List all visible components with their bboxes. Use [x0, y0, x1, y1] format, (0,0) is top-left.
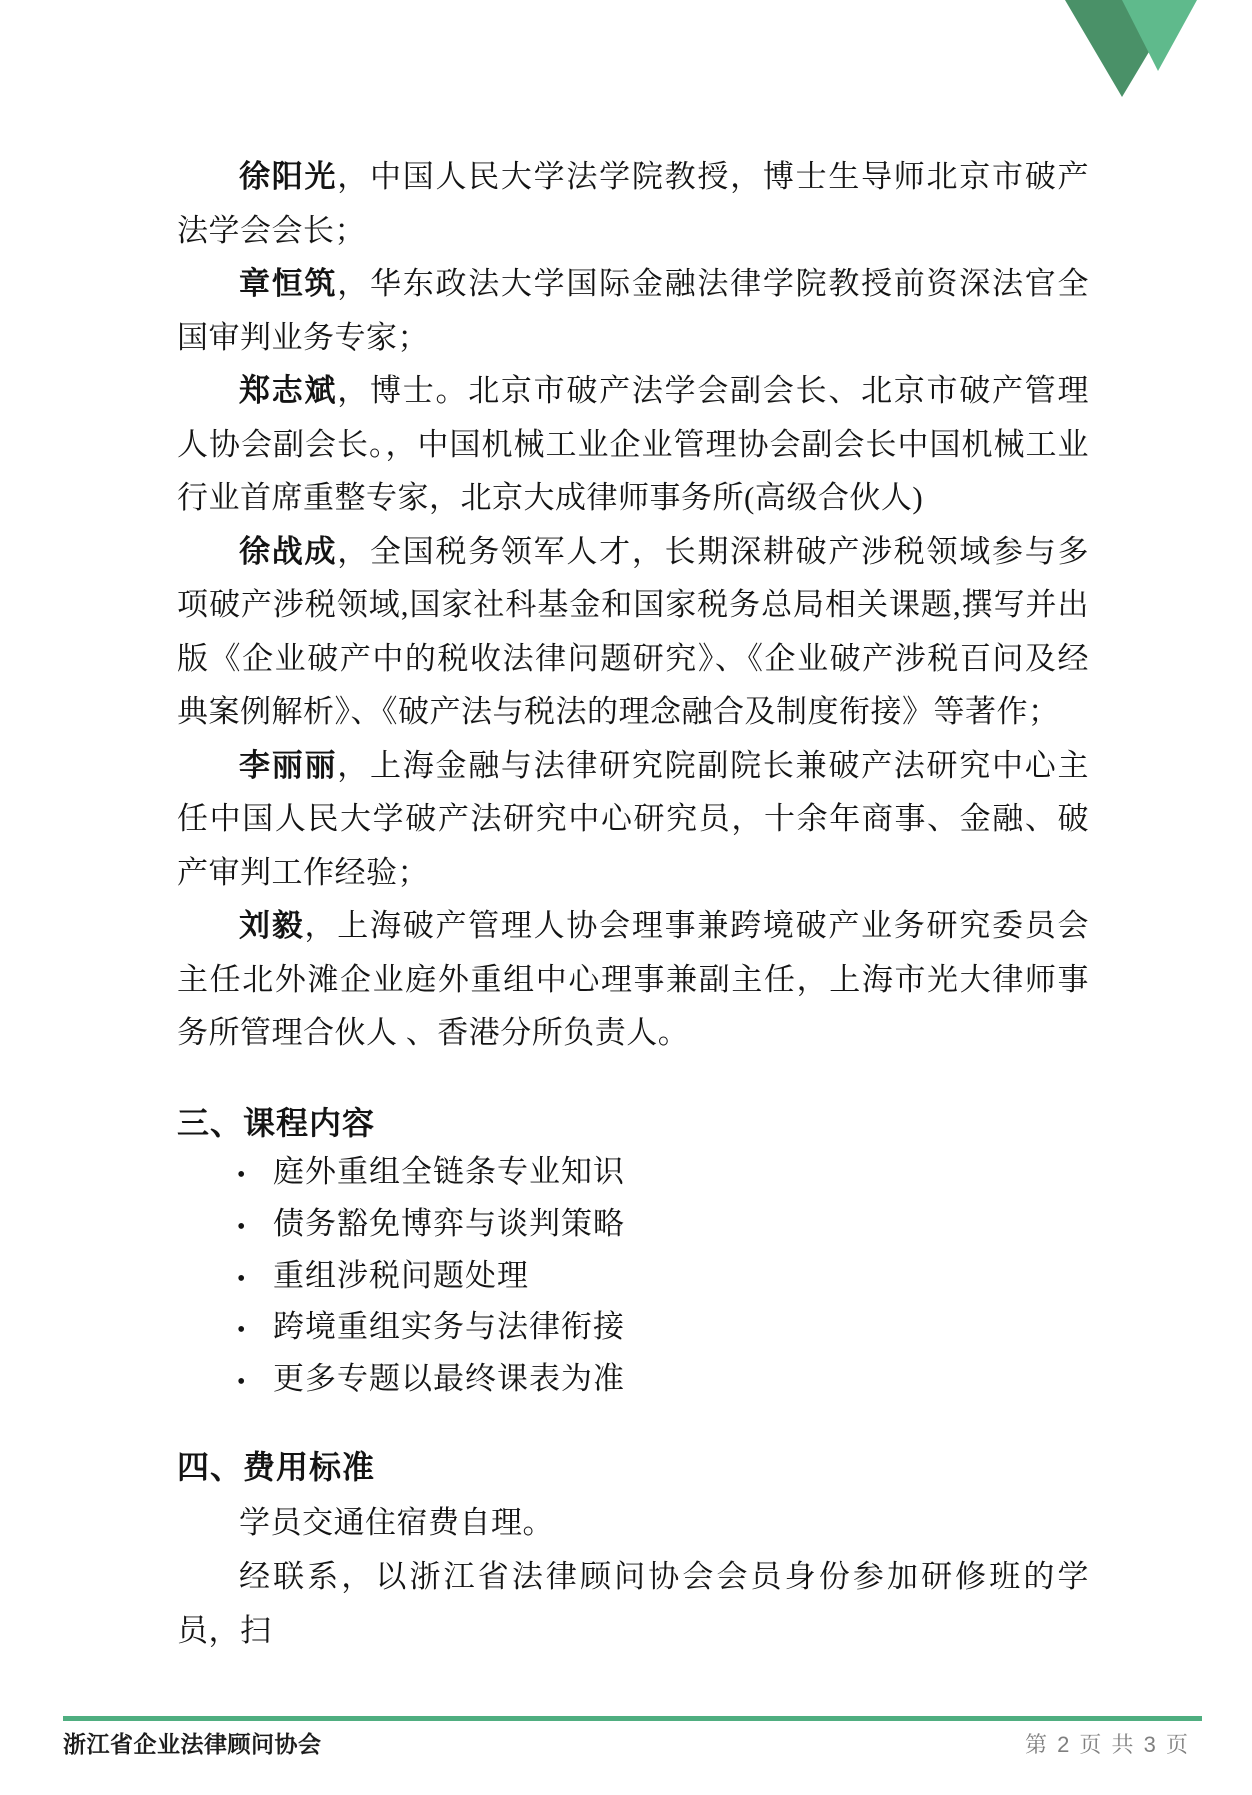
footer-divider [63, 1716, 1202, 1721]
fee-paragraph: 经联系，以浙江省法律顾问协会会员身份参加研修班的学员，扫 [177, 1559, 1089, 1648]
footer-organization-name: 浙江省企业法律顾问协会 [63, 1731, 322, 1757]
list-item-text: 重组涉税问题处理 [273, 1257, 529, 1293]
list-item [177, 1355, 1089, 1407]
list-item [177, 1303, 1089, 1355]
bullet-icon: • [237, 1213, 247, 1240]
speaker-paragraph [177, 525, 1089, 739]
bullet-icon: • [237, 1369, 247, 1396]
light-green-triangle-icon [1122, 0, 1197, 71]
speaker-description: ，中国人民大学法学院教授，博士生导师北京市破产法学会会长； [177, 159, 1090, 248]
fee-section-body [177, 1496, 1089, 1658]
section-heading-fee-standard: 四、费用标准 [177, 1449, 376, 1485]
list-item [177, 1148, 1089, 1200]
speaker-name: 章恒筑 [239, 266, 338, 301]
list-item-text: 庭外重组全链条专业知识 [273, 1154, 625, 1189]
list-item-text: 跨境重组实务与法律衔接 [273, 1309, 625, 1345]
list-item [177, 1200, 1089, 1252]
speaker-bios-section [177, 150, 1089, 1060]
speaker-name: 李丽丽 [239, 747, 338, 783]
bullet-icon: • [237, 1317, 247, 1344]
speaker-name: 刘毅 [239, 908, 305, 943]
speaker-paragraph [177, 899, 1089, 1060]
bullet-icon: • [237, 1265, 247, 1292]
speaker-description: ，上海破产管理人协会理事兼跨境破产业务研究委员会主任北外滩企业庭外重组中心理事兼副主任，上海市光大律师事务所管理合伙人 、香港分所负责人。 [177, 908, 1090, 1050]
list-item [177, 1252, 1089, 1304]
speaker-name: 徐战成 [239, 533, 338, 569]
speaker-paragraph [177, 257, 1089, 364]
speaker-name: 徐阳光 [239, 159, 338, 194]
speaker-paragraph [177, 739, 1089, 900]
section-heading-course-content: 三、课程内容 [177, 1105, 376, 1141]
list-item-text: 更多专题以最终课表为准 [273, 1361, 625, 1397]
fee-paragraph: 学员交通住宿费自理。 [239, 1505, 554, 1540]
speaker-description: ，博士。北京市破产法学会副会长、北京市破产管理人协会副会长。，中国机械工业企业管理协会副会长中国机械工业行业首席重整专家，北京大成律师事务所(高级合伙人) [177, 373, 1090, 515]
speaker-description: ，华东政法大学国际金融法律学院教授前资深法官全国审判业务专家； [177, 266, 1090, 355]
speaker-description: ，上海金融与法律研究院副院长兼破产法研究中心主任中国人民大学破产法研究中心研究员，十余年商事、金融、破产审判工作经验； [177, 747, 1090, 890]
course-content-list [177, 1148, 1089, 1407]
speaker-paragraph [177, 150, 1089, 257]
speaker-description: ，全国税务领军人才，长期深耕破产涉税领域参与多项破产涉税领域,国家社科基金和国家税务总局相关课题,撰写并出版《企业破产中的税收法律问题研究》、《企业破产涉税百问及经典案例解析》、《破产法与税法的理念融合及制度衔接》等著作； [177, 533, 1090, 729]
footer [63, 1726, 1190, 1759]
page-number-label: 第 2 页 共 3 页 [1024, 1732, 1190, 1757]
corner-triangles-decoration [0, 0, 1252, 120]
dark-green-triangle-icon [1065, 0, 1180, 97]
list-item-text: 债务豁免博弈与谈判策略 [273, 1205, 625, 1241]
bullet-icon: • [237, 1162, 247, 1188]
speaker-name: 郑志斌 [239, 373, 338, 408]
speaker-paragraph [177, 364, 1089, 525]
